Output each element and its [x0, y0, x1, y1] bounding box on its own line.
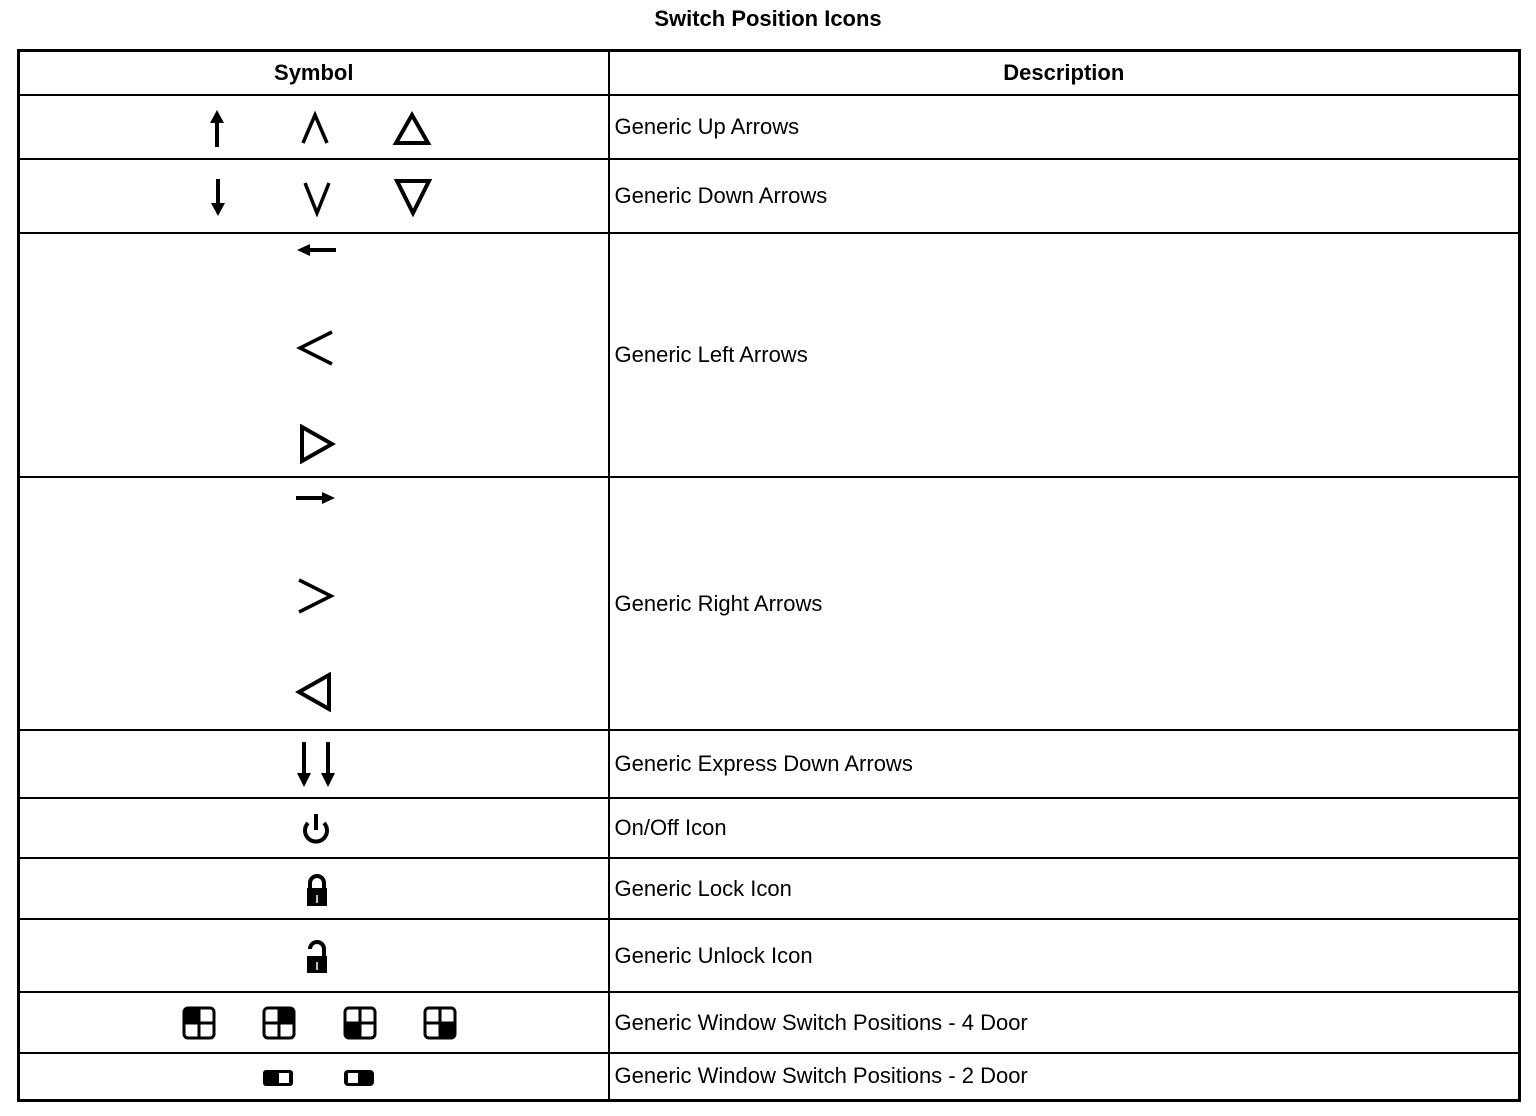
- header-symbol: Symbol: [19, 51, 609, 96]
- triangle-left-icon: [295, 672, 335, 712]
- table-row: [19, 858, 1520, 919]
- header-description: Description: [609, 51, 1520, 96]
- chevron-left-icon: [296, 328, 336, 368]
- table-row: [19, 992, 1520, 1053]
- triangle-up-icon: [392, 109, 432, 149]
- symbol-cell: [19, 233, 609, 477]
- description-cell: Generic Window Switch Positions - 2 Door: [609, 1053, 1520, 1100]
- window-front-right-icon: [259, 1003, 299, 1043]
- page-title: Switch Position Icons: [654, 6, 882, 31]
- symbol-cell: [19, 992, 609, 1053]
- triangle-down-icon: [393, 177, 433, 217]
- table-row: [19, 730, 1520, 798]
- description-cell: Generic Up Arrows: [609, 95, 1520, 159]
- symbol-cell: [19, 477, 609, 730]
- arrow-down-icon: [198, 177, 238, 217]
- window-rear-right-icon: [420, 1003, 460, 1043]
- unlock-icon: [297, 936, 337, 976]
- description-cell: Generic Unlock Icon: [609, 919, 1520, 992]
- chevron-right-icon: [295, 576, 335, 616]
- window-front-left-icon: [179, 1003, 219, 1043]
- symbol-cell: [19, 159, 609, 233]
- table-row: [19, 233, 1520, 477]
- window-rear-left-icon: [340, 1003, 380, 1043]
- lock-icon: [297, 870, 337, 910]
- symbol-cell: [19, 95, 609, 159]
- triangle-right-icon: [296, 424, 336, 464]
- symbol-cell: [19, 798, 609, 858]
- table-row: [19, 1053, 1520, 1100]
- symbol-cell: [19, 730, 609, 798]
- arrow-left-icon: [296, 230, 336, 270]
- table-header-row: [19, 51, 1520, 96]
- switch-icons-table: [17, 49, 1521, 1102]
- arrow-up-icon: [197, 109, 237, 149]
- description-cell: Generic Express Down Arrows: [609, 730, 1520, 798]
- symbol-cell: [19, 1053, 609, 1100]
- description-cell: Generic Lock Icon: [609, 858, 1520, 919]
- description-cell: Generic Left Arrows: [609, 233, 1520, 477]
- chevron-down-icon: [297, 177, 337, 217]
- double-arrow-down-icon: [291, 739, 341, 789]
- chevron-up-icon: [295, 109, 335, 149]
- window-left-icon: [258, 1058, 298, 1098]
- description-cell: On/Off Icon: [609, 798, 1520, 858]
- table-row: [19, 919, 1520, 992]
- table-row: [19, 477, 1520, 730]
- table-row: [19, 95, 1520, 159]
- description-cell: Generic Down Arrows: [609, 159, 1520, 233]
- arrow-right-icon: [296, 478, 336, 518]
- symbol-cell: [19, 858, 609, 919]
- table-row: [19, 159, 1520, 233]
- power-icon: [296, 809, 336, 849]
- description-cell: Generic Window Switch Positions - 4 Door: [609, 992, 1520, 1053]
- symbol-cell: [19, 919, 609, 992]
- window-right-icon: [339, 1058, 379, 1098]
- description-cell: Generic Right Arrows: [609, 477, 1520, 730]
- table-row: [19, 798, 1520, 858]
